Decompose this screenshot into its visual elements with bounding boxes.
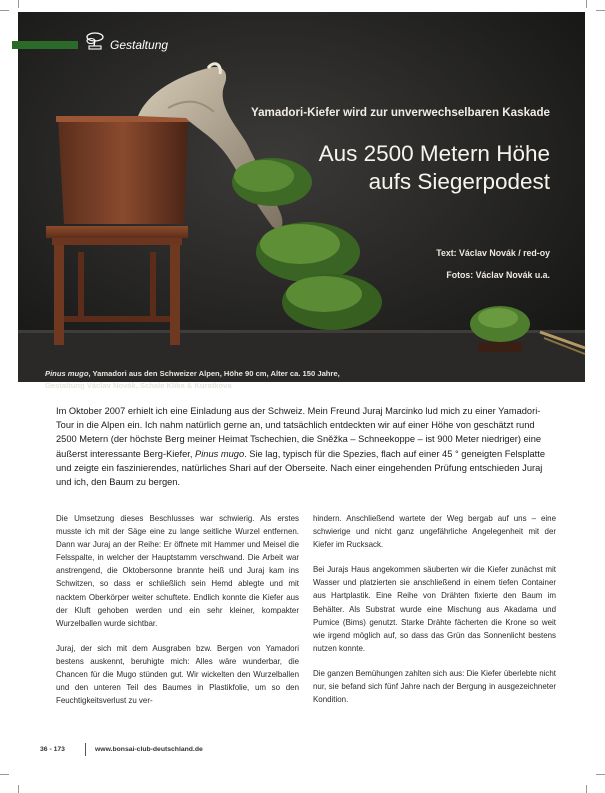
body-paragraph: Bei Jurajs Haus angekommen säuberten wir die Kiefer zunächst mit Wasser und platzierten sie anschließend in einem tiefen Container aus Hartplastik. Eine Reihe von Drähten fixierte den Baum im Behälter. Als Substrat wurde eine Mischung aus Akadama und Pumice (Bims) genutzt. Starke Drähte fächerten die Krone so weit wie irgend möglich auf, so dass das Grün das Sonnenlicht bestens nutzen konnte.: [313, 565, 556, 653]
body-paragraph: hindern. Anschließend wartete der Weg bergab auf uns – eine schwierige und nicht ganz ungefährliche Angelegenheit mit der Kiefer im Rucksack.: [313, 514, 556, 550]
caption-species: Pinus mugo: [45, 369, 89, 378]
intro-text: . Sie lag, typisch für die Spezies, flach auf einer 45 ° geneigten Felsplatte und zeigte ein faszinierendes, natürliches Shari auf der Oberseite. Nach einer eingehenden Prüfung entschieden Juraj und ich, den Baum zu bergen.: [56, 448, 546, 488]
headline-line: Aus 2500 Metern Höhe: [318, 141, 550, 166]
headline-line: aufs Siegerpodest: [368, 169, 550, 194]
body-paragraph: Die ganzen Bemühungen zahlten sich aus: Die Kiefer überlebte nicht nur, sie befand sich fünf Jahre nach der Bergung in ausgezeichneter Kondition.: [313, 668, 556, 705]
footer-url: www.bonsai-club-deutschland.de: [95, 746, 203, 753]
crop-mark: [18, 785, 19, 793]
crop-mark: [0, 10, 9, 11]
crop-mark: [18, 0, 19, 8]
intro-species: Pinus mugo: [195, 448, 245, 459]
caption-text: Gestaltung Václav Novák, Schale Klika & Kuratkova: [45, 381, 232, 390]
caption-text: , Yamadori aus den Schweizer Alpen, Höhe 90 cm, Alter ca. 150 Jahre,: [88, 369, 340, 378]
body-paragraph: Die Umsetzung dieses Beschlusses war schwierig. Als erstes musste ich mit der Säge eine zu lange seitliche Wurzel entfernen. Dann war Juraj an der Reihe: Er öffnete mit Hammer und Meisel die Felsspalte, in welcher der Hauptstamm verschwand. Die Arbeit war anstrengend, die Oktobersonne brannte heiß und Juraj kam ins Schwitzen, so dass er schließlich sein Hemd ablegte und mit nacktem Oberkörper weiter schuftete. Endlich konnte die Kiefer aus der Kluft gehoben werden und ein sehr kleiner, kompakter Wurzelballen wurde sichtbar.: [56, 514, 299, 628]
intro-text: Im Oktober 2007 erhielt ich eine Einladung aus der Schweiz. Mein Freund Juraj Marcinko lud mich zu einer Yamadori-Tour in die Alpen ein. Ich nahm natürlich gerne an, und tatsächlich entdeckten wir auf einer Höhe von geschätzt rund 2500 Metern (der höchste Berg meiner Heimat Tschechien, die Sněžka – Schneekoppe – ist 900 Meter niedriger) eine äußerst interessante Berg-Kiefer,: [56, 406, 542, 459]
intro-paragraph: [56, 404, 556, 489]
section-accent-bar: [12, 41, 78, 49]
crop-mark: [596, 774, 605, 775]
text-credit: Text: Václav Novák / red-oy: [436, 248, 550, 258]
footer-divider: [85, 743, 86, 756]
photo-credit: Fotos: Václav Novák u.a.: [446, 270, 550, 280]
body-column-left: [56, 512, 299, 719]
section-label: Gestaltung: [110, 38, 169, 52]
bonsai-tree-icon: [84, 30, 106, 52]
page-number: 36 - 173: [40, 746, 65, 753]
body-column-right: [313, 512, 556, 718]
body-paragraph: Juraj, der sich mit dem Ausgraben bzw. Bergen von Yamadori bestens auskennt, beruhigte mich: Alles wäre wunderbar, die Chancen für die Mugo stünden gut. Wir wickelten den Wurzelballen und den unteren Teil des Baumes in Plastikfolie, um so den Feuchtigkeitsverlust zu ver-: [56, 643, 299, 706]
photo-caption: [45, 368, 465, 392]
crop-mark: [596, 10, 605, 11]
crop-mark: [586, 785, 587, 793]
crop-mark: [586, 0, 587, 8]
article-headline: [319, 140, 550, 196]
article-kicker: Yamadori-Kiefer wird zur unverwechselbaren Kaskade: [251, 106, 550, 119]
bonsai-photo-illustration: [18, 12, 585, 382]
crop-mark: [0, 774, 9, 775]
hero-photo: [18, 12, 585, 390]
